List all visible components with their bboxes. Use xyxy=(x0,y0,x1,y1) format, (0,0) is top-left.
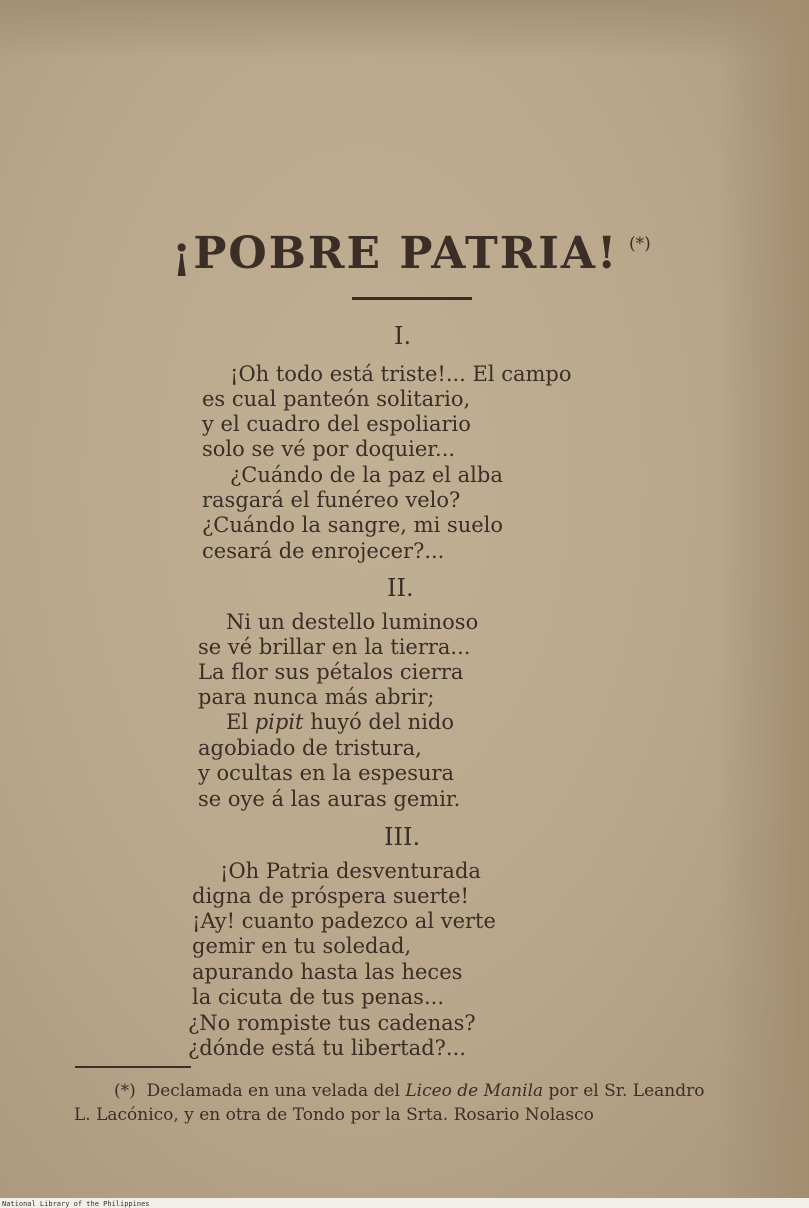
verse-line: la cicuta de tus penas... xyxy=(192,985,444,1009)
page-shadow-top xyxy=(0,0,809,60)
page-shadow-right xyxy=(719,0,809,1198)
stanza-number-1: I. xyxy=(394,322,412,350)
verse-line: rasgará el funéreo velo? xyxy=(202,488,461,512)
verse-line: se vé brillar en la tierra... xyxy=(198,635,471,659)
library-credit: National Library of the Philippines xyxy=(2,1200,150,1208)
verse-word: huyó del nido xyxy=(310,710,455,734)
verse-line: agobiado de tristura, xyxy=(198,736,422,760)
verse-line: para nunca más abrir; xyxy=(198,685,435,709)
verse-line: solo se vé por doquier... xyxy=(202,437,456,461)
verse-line: Ni un destello luminoso xyxy=(226,610,479,634)
verse-line: La flor sus pétalos cierra xyxy=(198,660,464,684)
verse-line: digna de próspera suerte! xyxy=(192,884,469,908)
footnote-text: por el Sr. Leandro xyxy=(548,1081,705,1101)
verse-line: es cual panteón solitario, xyxy=(202,387,471,411)
verse-line: apurando hasta las heces xyxy=(192,960,463,984)
verse-line: gemir en tu soledad, xyxy=(192,934,412,958)
verse-word: El xyxy=(226,710,249,734)
italic-word-pipit: pipit xyxy=(254,710,304,734)
verse-line: ¡Oh todo está triste!... El campo xyxy=(230,362,572,386)
stanza-number-3: III. xyxy=(384,823,421,851)
verse-line: ¿Cuándo la sangre, mi suelo xyxy=(202,513,504,537)
verse-line: y el cuadro del espoliario xyxy=(202,412,471,436)
footnote-rule xyxy=(75,1066,191,1068)
verse-line: cesará de enrojecer?... xyxy=(202,539,445,563)
verse-line: ¿Cuándo de la paz el alba xyxy=(230,463,503,487)
footnote-text: Declamada en una velada del xyxy=(146,1081,400,1101)
verse-line: ¡Ay! cuanto padezco al verte xyxy=(192,909,496,933)
stanza-number-2: II. xyxy=(387,574,414,602)
verse-line xyxy=(226,709,454,735)
title-rule xyxy=(352,297,472,300)
verse-line: ¿dónde está tu libertad?... xyxy=(188,1036,466,1060)
verse-line: se oye á las auras gemir. xyxy=(198,787,461,811)
title-footnote-mark: (*) xyxy=(629,234,651,254)
verse-line: ¡Oh Patria desventurada xyxy=(220,859,481,883)
poem-title: ¡POBRE PATRIA! xyxy=(172,228,619,279)
verse-line: ¿No rompiste tus cadenas? xyxy=(188,1011,476,1035)
footnote-italic: Liceo de Manila xyxy=(405,1081,544,1101)
footnote-line-2: L. Lacónico, y en otra de Tondo por la Srta. Rosario Nolasco xyxy=(74,1105,594,1125)
verse-line: y ocultas en la espesura xyxy=(198,761,455,785)
footnote-mark: (*) xyxy=(114,1081,136,1101)
footnote-line-1 xyxy=(114,1080,705,1102)
